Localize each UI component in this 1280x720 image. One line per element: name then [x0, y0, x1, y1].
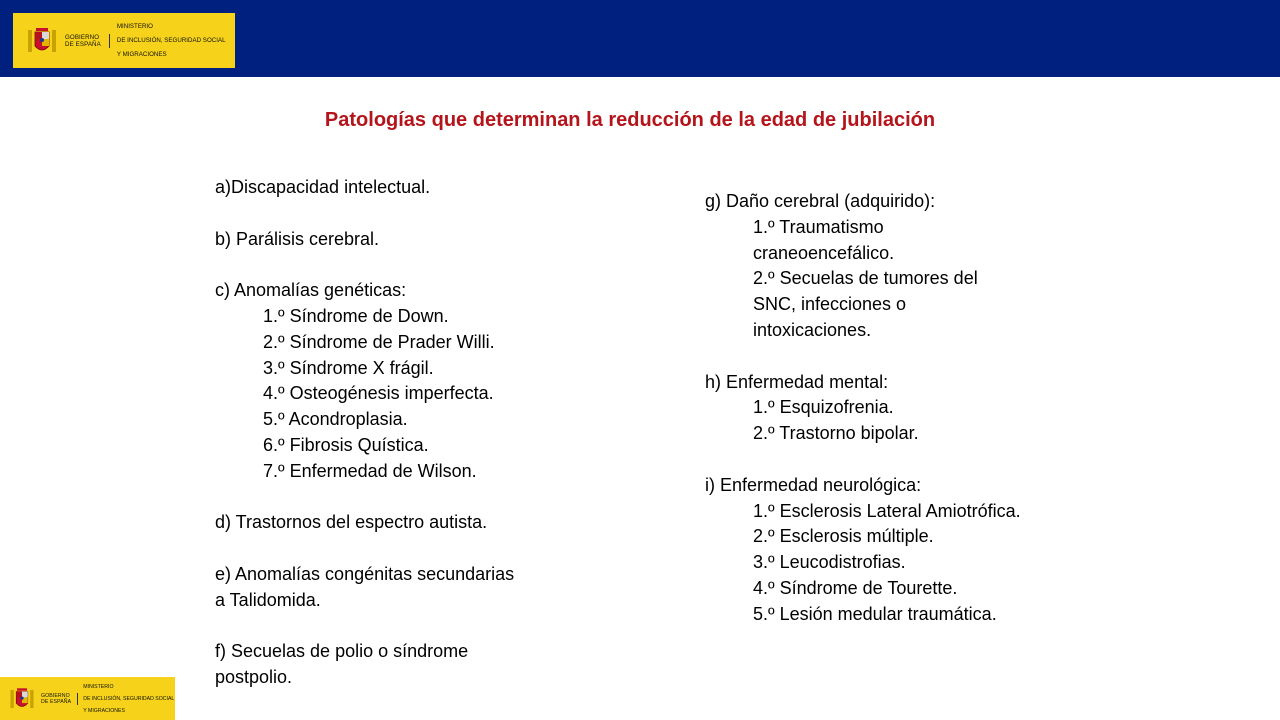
list-group: [705, 189, 1035, 344]
list-item: 2.º Esclerosis múltiple.: [753, 526, 934, 547]
list-group: [215, 510, 545, 536]
group-heading: h) Enfermedad mental:: [705, 371, 889, 392]
gobierno-text: GOBIERNO DE ESPAÑA: [59, 34, 110, 48]
list-item: 6.º Fibrosis Quística.: [263, 434, 429, 455]
footer-government-logo: [0, 677, 175, 720]
list-group: [705, 473, 1035, 628]
list-item: 3.º Leucodistrofias.: [753, 552, 906, 573]
list-item: 5.º Acondroplasia.: [263, 409, 408, 430]
list-group: [215, 562, 545, 614]
list-group: [215, 278, 545, 484]
group-heading: f) Secuelas de polio o síndrome postpolio.: [215, 641, 469, 688]
list-group: [215, 175, 545, 201]
list-item: 1.º Síndrome de Down.: [263, 305, 449, 326]
group-heading: b) Parálisis cerebral.: [215, 228, 380, 249]
list-item: 2.º Síndrome de Prader Willi.: [263, 331, 495, 352]
government-logo: [13, 13, 235, 68]
list-group: [215, 227, 545, 253]
list-item: 4.º Osteogénesis imperfecta.: [263, 383, 494, 404]
list-group: [705, 370, 1035, 447]
coat-of-arms-icon: [25, 24, 59, 58]
ministerio-text: MINISTERIO DE INCLUSIÓN, SEGURIDAD SOCIAL Y MIGRACIONES: [83, 683, 175, 714]
list-item: 1.º Esclerosis Lateral Amiotrófica.: [753, 500, 1021, 521]
header-banner: [0, 0, 1280, 77]
list-item: 7.º Enfermedad de Wilson.: [263, 460, 477, 481]
coat-of-arms-icon: [8, 685, 36, 713]
list-item: 4.º Síndrome de Tourette.: [753, 577, 958, 598]
gobierno-text: GOBIERNO DE ESPAÑA: [36, 693, 78, 705]
group-heading: i) Enfermedad neurológica:: [705, 474, 922, 495]
list-item: 2.º Secuelas de tumores del SNC, infecciones o intoxicaciones.: [753, 268, 978, 340]
list-item: 1.º Esquizofrenia.: [753, 397, 894, 418]
list-item: 1.º Traumatismo craneoencefálico.: [753, 216, 895, 263]
group-heading: d) Trastornos del espectro autista.: [215, 512, 488, 533]
group-heading: e) Anomalías congénitas secundarias a Talidomida.: [215, 563, 515, 610]
ministerio-text: MINISTERIO DE INCLUSIÓN, SEGURIDAD SOCIAL Y MIGRACIONES: [116, 23, 226, 58]
list-item: 5.º Lesión medular traumática.: [753, 603, 997, 624]
list-group: [215, 639, 545, 691]
group-heading: a)Discapacidad intelectual.: [215, 177, 431, 197]
list-item: 2.º Trastorno bipolar.: [753, 423, 919, 444]
right-column: [705, 189, 1035, 628]
group-heading: c) Anomalías genéticas:: [215, 280, 407, 301]
page-title: Patologías que determinan la reducción de la edad de jubilación: [324, 109, 936, 131]
list-item: 3.º Síndrome X frágil.: [263, 357, 434, 378]
group-heading: g) Daño cerebral (adquirido):: [705, 191, 936, 211]
left-column: [215, 175, 545, 691]
